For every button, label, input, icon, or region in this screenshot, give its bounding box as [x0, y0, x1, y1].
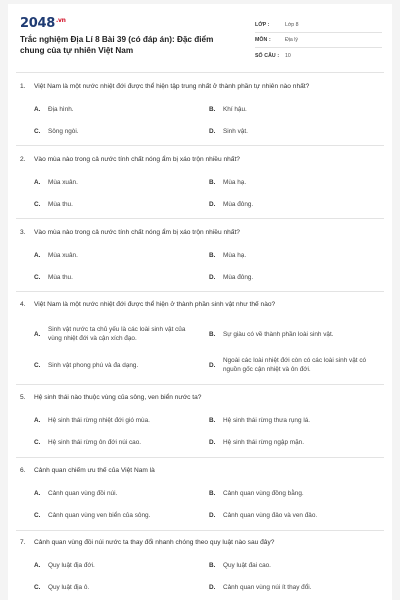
- option-d[interactable]: D. Sinh vật.: [209, 128, 248, 135]
- option-a[interactable]: A. Sinh vật nước ta chủ yếu là các loài sinh vật của vùng nhiệt đới và cận xích đạo.: [34, 326, 186, 342]
- info-row-subject: [255, 33, 382, 48]
- question-text: Vào mùa nào trong cả nước tính chất nóng ẩm bị xáo trộn nhiều nhất?: [34, 229, 240, 236]
- option-a[interactable]: A. Quy luật địa đới.: [34, 562, 95, 569]
- question-number: 6.: [20, 467, 26, 474]
- option-c[interactable]: C. Sông ngòi.: [34, 128, 79, 135]
- info-value: 10: [285, 52, 291, 59]
- question-7: [20, 538, 382, 598]
- option-b[interactable]: B. Khí hậu.: [209, 106, 247, 113]
- option-b[interactable]: B. Mùa hạ.: [209, 252, 247, 259]
- option-b[interactable]: B. Quy luật đai cao.: [209, 562, 271, 569]
- info-row-count: [255, 48, 382, 63]
- option-a[interactable]: A. Địa hình.: [34, 106, 74, 113]
- question-text: Vào mùa nào trong cả nước tính chất nóng ẩm bị xáo trộn nhiều nhất?: [34, 156, 240, 163]
- option-c[interactable]: C. Mùa thu.: [34, 274, 73, 281]
- question-text: Cảnh quan chiếm ưu thế của Việt Nam là: [34, 467, 155, 474]
- quiz-page: [8, 4, 392, 600]
- option-b[interactable]: B. Cảnh quan vùng đồng bằng.: [209, 490, 304, 497]
- option-c[interactable]: C. Quy luật địa ô.: [34, 584, 90, 591]
- question-number: 2.: [20, 156, 26, 163]
- info-row-class: [255, 18, 382, 33]
- question-text: Hệ sinh thái nào thuộc vùng của sông, ven biển nước ta?: [34, 394, 202, 401]
- divider: [16, 72, 384, 73]
- site-logo[interactable]: $2048^{.vn}$: [20, 16, 66, 31]
- info-value: Lớp 8: [285, 22, 299, 28]
- question-text: Cảnh quan vùng đồi núi nước ta thay đổi nhanh chóng theo quy luật nào sau đây?: [34, 539, 275, 546]
- info-label: MÔN :: [255, 37, 271, 43]
- option-b[interactable]: B. Mùa hạ.: [209, 179, 247, 186]
- question-1: [20, 82, 382, 144]
- option-d[interactable]: D. Mùa đông.: [209, 201, 254, 208]
- question-number: 5.: [20, 394, 26, 401]
- divider: [16, 218, 384, 219]
- option-c[interactable]: C. Sinh vật phong phú và đa dạng.: [34, 361, 139, 369]
- question-4: [20, 300, 382, 386]
- page-title: Trắc nghiệm Địa Lí 8 Bài 39 (có đáp án): Đặc điểm chung của tự nhiên Việt Nam: [20, 35, 214, 55]
- question-number: 1.: [20, 83, 26, 90]
- option-a[interactable]: A. Hệ sinh thái rừng nhiệt đới gió mùa.: [34, 417, 150, 424]
- quiz-info-table: [255, 18, 382, 63]
- question-6: [20, 466, 382, 528]
- option-c[interactable]: C. Hệ sinh thái rừng ôn đới núi cao.: [34, 439, 142, 446]
- option-b[interactable]: B. Hệ sinh thái rừng thưa rụng lá.: [209, 417, 311, 424]
- question-number: 4.: [20, 301, 26, 308]
- option-d[interactable]: D. Cảnh quan vùng núi ít thay đổi.: [209, 584, 312, 591]
- option-a[interactable]: A. Cảnh quan vùng đồi núi.: [34, 490, 118, 497]
- question-text: Việt Nam là một nước nhiệt đới được thể hiện ở thành phần sinh vật như thế nào?: [34, 301, 276, 308]
- question-2: [20, 155, 382, 217]
- quiz-header: [20, 16, 382, 66]
- question-number: 3.: [20, 229, 26, 236]
- question-3: [20, 228, 382, 290]
- option-a[interactable]: A. Mùa xuân.: [34, 179, 78, 186]
- divider: [16, 384, 384, 385]
- option-d[interactable]: D. Ngoài các loài nhiệt đới còn có các loài sinh vật có nguồn gốc cận nhiệt và ôn đới.: [209, 357, 367, 373]
- divider: [16, 145, 384, 146]
- divider: [16, 530, 384, 531]
- option-c[interactable]: C. Mùa thu.: [34, 201, 73, 208]
- info-value: Địa lý: [285, 37, 298, 43]
- option-a[interactable]: A. Mùa xuân.: [34, 252, 78, 259]
- option-c[interactable]: C. Cảnh quan vùng ven biển của sông.: [34, 512, 151, 519]
- option-d[interactable]: D. Mùa đông.: [209, 274, 254, 281]
- divider: [16, 457, 384, 458]
- option-d[interactable]: D. Cảnh quan vùng đảo và ven đảo.: [209, 512, 318, 519]
- info-label: LỚP :: [255, 22, 270, 28]
- question-text: Việt Nam là một nước nhiệt đới được thể hiện tập trung nhất ở thành phần tự nhiên nào nhất?: [34, 83, 310, 90]
- option-d[interactable]: D. Hệ sinh thái rừng ngập mặn.: [209, 439, 305, 446]
- question-5: [20, 393, 382, 455]
- option-b[interactable]: B. Sự giàu có về thành phần loài sinh vật.: [209, 330, 334, 338]
- info-label: SỐ CÂU :: [255, 52, 280, 59]
- question-number: 7.: [20, 539, 26, 546]
- divider: [16, 291, 384, 292]
